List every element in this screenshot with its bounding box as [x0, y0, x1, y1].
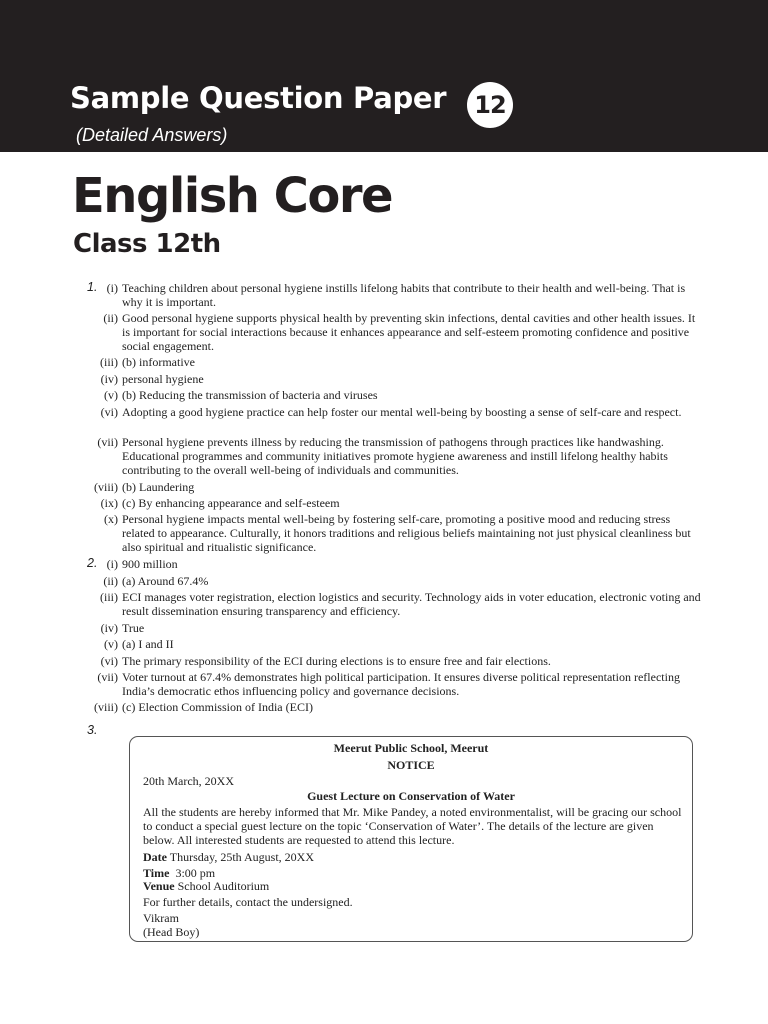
answer-item	[84, 435, 704, 477]
notice-box	[129, 736, 693, 942]
item-numeral: (i)	[106, 281, 118, 295]
item-text: (c) Election Commission of India (ECI)	[122, 700, 313, 714]
item-text: 900 million	[122, 557, 178, 571]
answer-item	[84, 480, 704, 494]
item-numeral: (iv)	[100, 372, 118, 386]
item-text: ECI manages voter registration, election logistics and security. Technology aids in voter education, electronic voting and result dissemination ensuring transparency and efficiency.	[122, 590, 701, 618]
item-text: (a) I and II	[122, 637, 174, 651]
item-text: (b) informative	[122, 355, 195, 369]
question-number-2: 2.	[87, 556, 98, 570]
item-numeral: (ix)	[100, 496, 118, 510]
answer-item	[84, 621, 704, 635]
item-text: Good personal hygiene supports physical health by preventing skin infections, dental cavities and other health issues. It is important for social interactions because it enhances appearance and self-esteem promoting confidence and positive social engagement.	[122, 311, 696, 353]
notice-event-venue	[143, 879, 269, 893]
item-numeral: (ii)	[103, 574, 118, 588]
answer-item	[84, 388, 704, 402]
answer-item	[84, 372, 704, 386]
notice-date: 20th March, 20XX	[143, 774, 234, 788]
time-value: 3:00 pm	[175, 866, 216, 880]
item-text: Personal hygiene impacts mental well-being by fostering self-care, promoting a positive mood and reducing stress related to appearance. Culturally, it honors traditions and religious beliefs maintaining not just physical cleanliness but also spiritual and ritualistic significance.	[122, 512, 691, 554]
item-numeral: (iv)	[100, 621, 118, 635]
notice-heading: NOTICE	[387, 758, 435, 772]
answer-item	[84, 574, 704, 588]
item-text: Adopting a good hygiene practice can help foster our mental well-being by boosting a sense of self-care and respect.	[122, 405, 682, 419]
item-text: Teaching children about personal hygiene instills lifelong habits that contribute to their health and well-being. That is why it is important.	[122, 281, 686, 309]
item-numeral: (x)	[104, 512, 118, 526]
question-number-1: 1.	[87, 280, 98, 294]
item-text: personal hygiene	[122, 372, 204, 386]
notice-body: All the students are hereby informed that Mr. Mike Pandey, a noted environmentalist, will be gracing our school to conduct a special guest lecture on the topic ‘Conservation of Water’. The details of the lecture are given below. All interested students are requested to attend this lecture.	[143, 805, 682, 847]
item-numeral: (v)	[104, 388, 118, 402]
venue-label: Venue	[143, 879, 175, 893]
answer-item	[84, 557, 704, 571]
notice-designation: (Head Boy)	[143, 925, 200, 939]
venue-value: School Auditorium	[177, 879, 270, 893]
answer-item	[84, 590, 704, 618]
notice-event-date	[143, 850, 314, 864]
notice-event-time	[143, 866, 215, 880]
class-title: Class 12th	[73, 229, 221, 259]
notice-school-name: Meerut Public School, Meerut	[333, 741, 489, 755]
notice-further-details: For further details, contact the undersigned.	[143, 895, 353, 909]
item-text: Personal hygiene prevents illness by reducing the transmission of pathogens through practices like handwashing. Educational programmes and community initiatives promote hygiene awareness and instill lifelong healthy habits contributing to the overall well-being of individuals and communities.	[122, 435, 668, 477]
answer-item	[84, 405, 704, 419]
item-numeral: (vi)	[100, 654, 118, 668]
answer-item	[84, 355, 704, 369]
answer-item	[84, 637, 704, 651]
item-text: Voter turnout at 67.4% demonstrates high political participation. It ensures diverse political representation reflecting India’s democratic ethos influencing policy and governance decisions.	[122, 670, 680, 698]
item-numeral: (ii)	[103, 311, 118, 325]
item-numeral: (vii)	[97, 435, 118, 449]
item-numeral: (vii)	[97, 670, 118, 684]
item-text: (a) Around 67.4%	[122, 574, 209, 588]
item-numeral: (v)	[104, 637, 118, 651]
notice-signatory: Vikram	[143, 911, 179, 925]
item-text: (c) By enhancing appearance and self-esteem	[122, 496, 340, 510]
question-number-3: 3.	[87, 723, 98, 737]
time-label: Time	[143, 866, 170, 880]
answer-item	[84, 281, 704, 309]
item-numeral: (iii)	[100, 355, 118, 369]
item-text: (b) Laundering	[122, 480, 195, 494]
subject-title: English Core	[72, 168, 393, 224]
item-text: (b) Reducing the transmission of bacteria and viruses	[122, 388, 378, 402]
item-numeral: (vi)	[100, 405, 118, 419]
paper-number-badge: 12	[467, 82, 513, 128]
item-text: The primary responsibility of the ECI during elections is to ensure free and fair elections.	[122, 654, 551, 668]
paper-subtitle: (Detailed Answers)	[76, 125, 228, 145]
answer-item	[84, 512, 704, 554]
answer-item	[84, 670, 704, 698]
answer-item	[84, 496, 704, 510]
header-banner	[0, 0, 768, 152]
date-label: Date	[143, 850, 167, 864]
date-value: Thursday, 25th August, 20XX	[169, 850, 315, 864]
answer-item	[84, 700, 704, 714]
notice-subject: Guest Lecture on Conservation of Water	[307, 789, 515, 803]
item-text: True	[122, 621, 145, 635]
answer-item	[84, 311, 704, 353]
item-numeral: (iii)	[100, 590, 118, 604]
paper-title: Sample Question Paper	[70, 81, 447, 115]
item-numeral: (i)	[106, 557, 118, 571]
item-numeral: (viii)	[94, 480, 118, 494]
answer-item	[84, 654, 704, 668]
item-numeral: (viii)	[94, 700, 118, 714]
